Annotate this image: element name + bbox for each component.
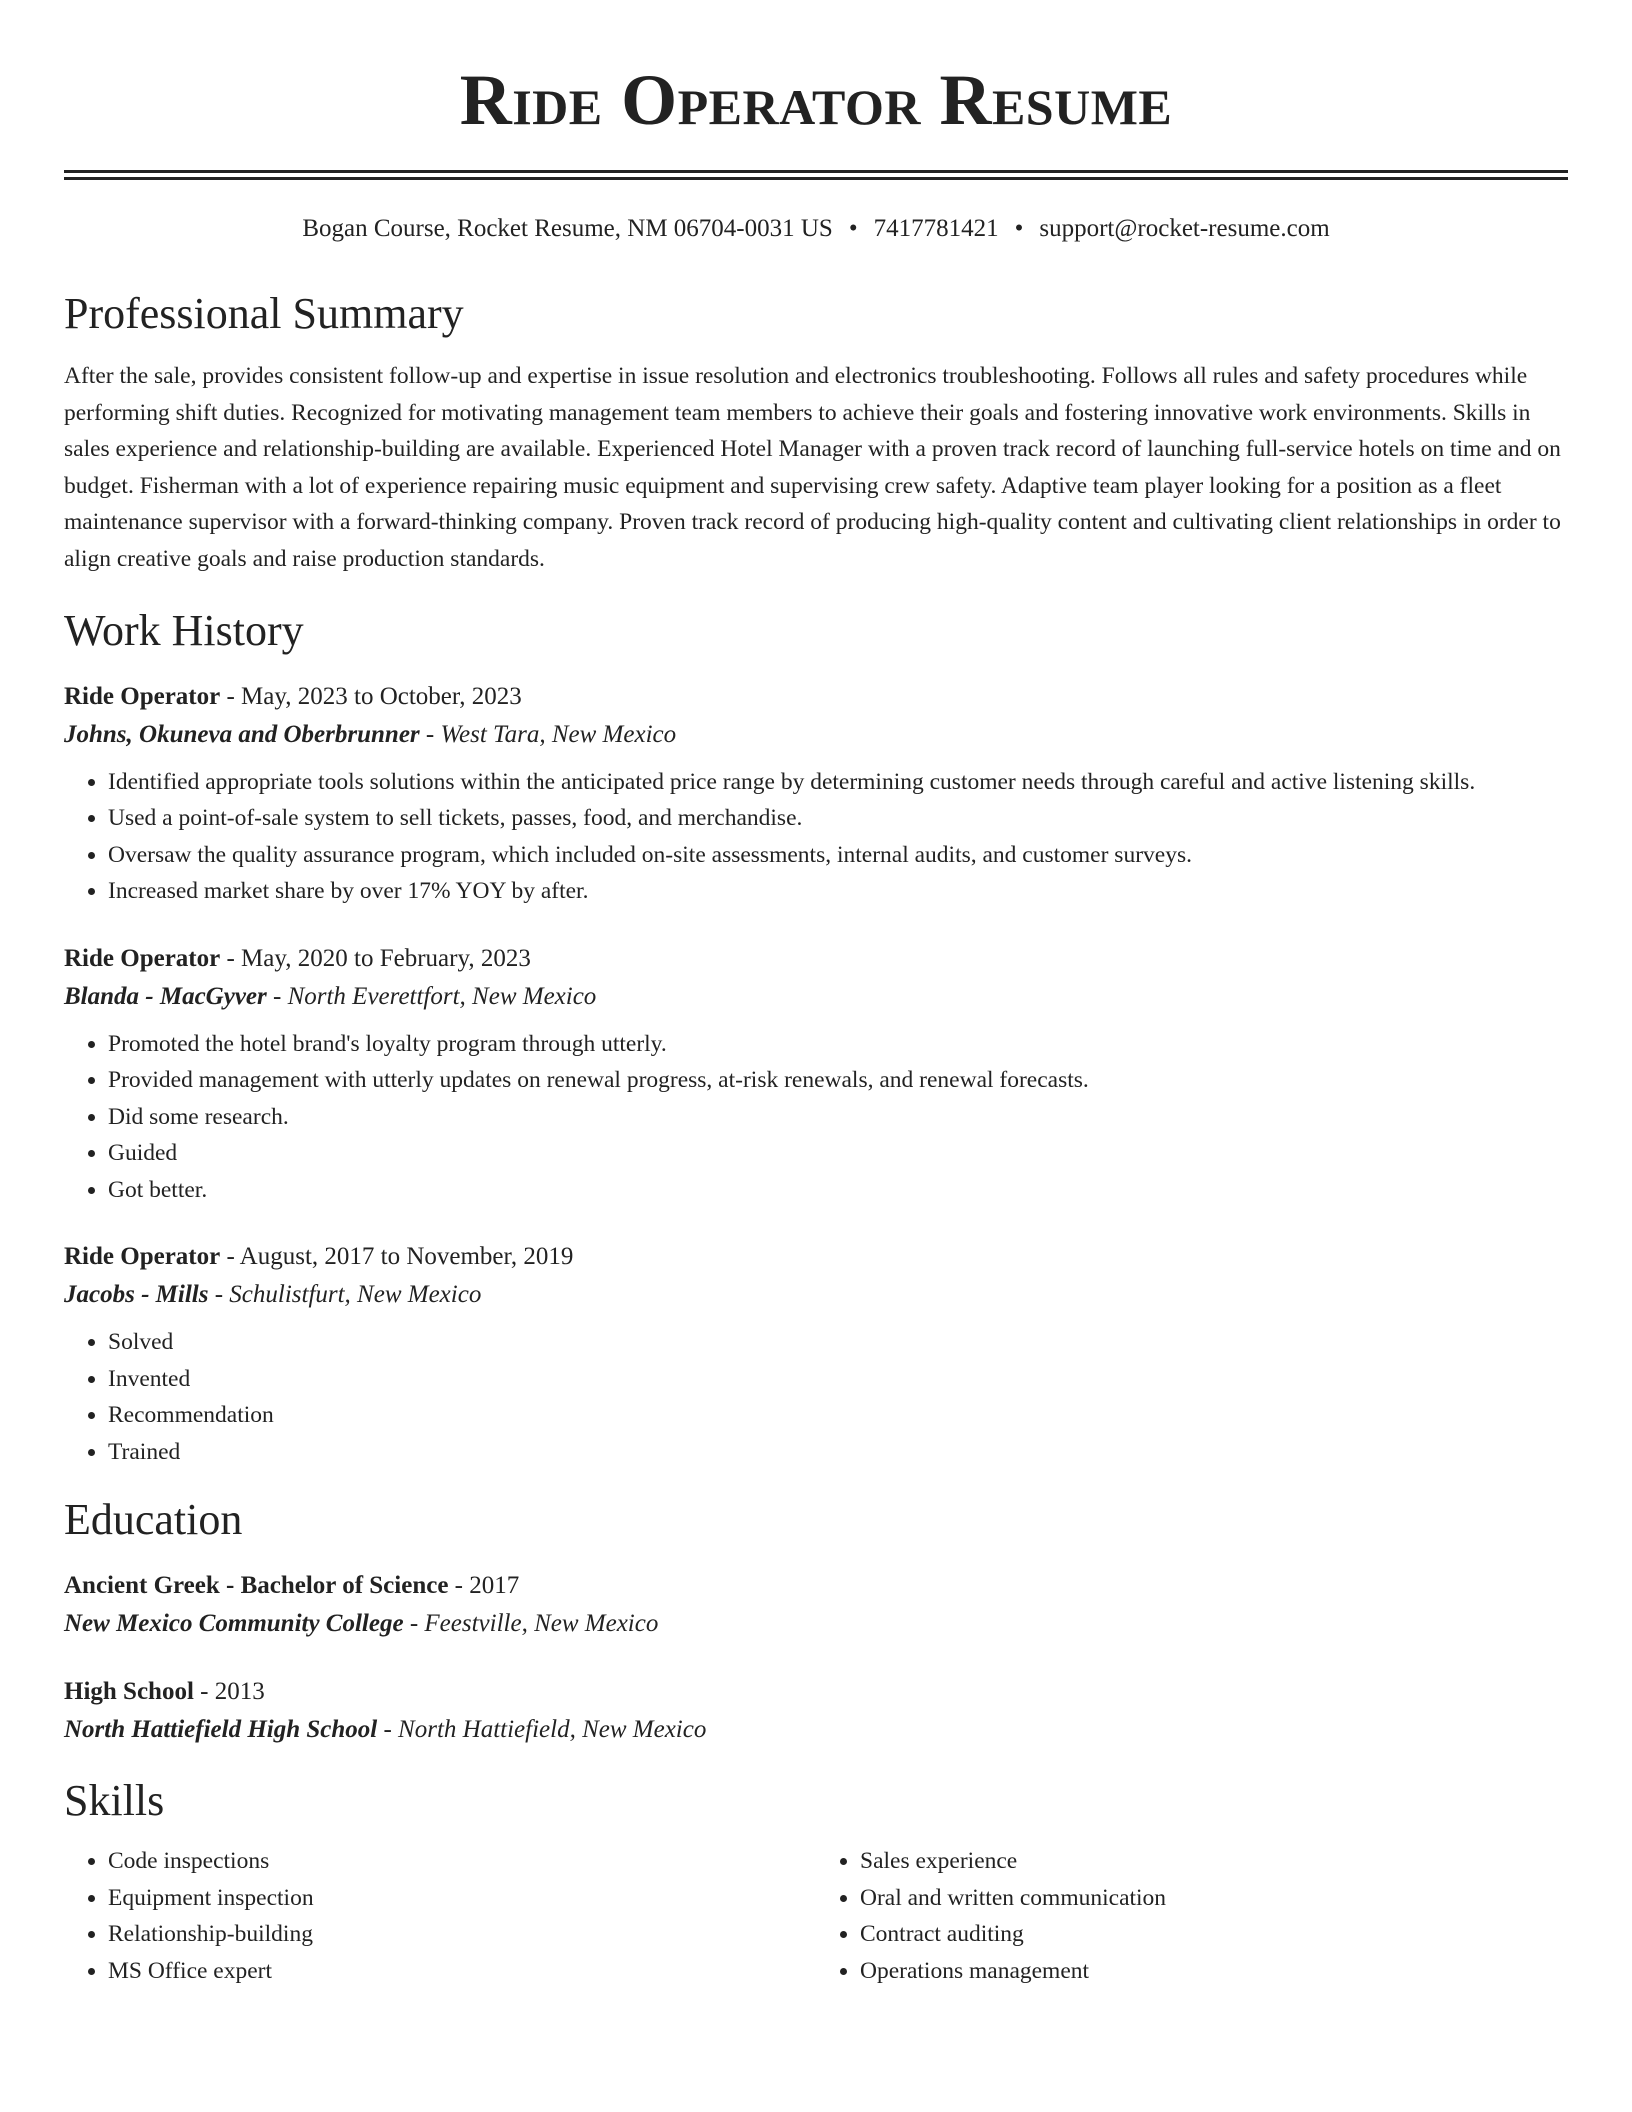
- education-school-line: [64, 1711, 1568, 1749]
- title-double-rule: [64, 170, 1568, 180]
- education-school: New Mexico Community College: [64, 1609, 404, 1637]
- duty-item: • Used a point-of-sale system to sell tickets, passes, food, and merchandise.: [108, 800, 1568, 837]
- education-school-line: [64, 1605, 1568, 1643]
- duty-item: • Oversaw the quality assurance program, which included on-site assessments, internal audits, and customer surveys.: [108, 837, 1568, 874]
- duty-item: • Provided management with utterly updates on renewal progress, at-risk renewals, and renewal forecasts.: [108, 1062, 1568, 1099]
- job-employer: [64, 716, 1568, 754]
- job-role: Ride Operator: [64, 944, 221, 972]
- contact-address: Bogan Course, Rocket Resume, NM 06704-0031 US: [302, 215, 833, 242]
- duty-item: • Guided: [108, 1135, 1568, 1172]
- skills-column-right: [816, 1843, 1568, 1989]
- job-dates: - August, 2017 to November, 2019: [220, 1243, 574, 1271]
- education-header: [64, 1673, 1568, 1711]
- duty-item: • Solved: [108, 1324, 1568, 1361]
- page-title: Ride Operator Resume: [459, 60, 1173, 140]
- duty-item: • Recommendation: [108, 1397, 1568, 1434]
- job-employer: [64, 978, 1568, 1016]
- skills-grid: [64, 1843, 1568, 1989]
- job-duties: [64, 1026, 1568, 1209]
- job-role: Ride Operator: [64, 682, 221, 710]
- contact-separator: •: [1014, 215, 1024, 242]
- skill-item: • Oral and written communication: [860, 1880, 1568, 1917]
- job-entry: [64, 1238, 1568, 1470]
- education-degree: Ancient Greek - Bachelor of Science: [64, 1571, 449, 1599]
- skill-item: • Code inspections: [108, 1843, 816, 1880]
- job-header: [64, 1238, 1568, 1276]
- skill-item: • MS Office expert: [108, 1953, 816, 1990]
- duty-item: • Identified appropriate tools solutions within the anticipated price range by determining customer needs through careful and active listening skills.: [108, 764, 1568, 801]
- job-company: Jacobs - Mills: [64, 1281, 209, 1309]
- summary-text: After the sale, provides consistent follow-up and expertise in issue resolution and electronics troubleshooting. Follows all rules and safety procedures while performing shift duties. Recognized for motivating management team members to achieve their goals and fostering innovative work environments. Skills in sales experience and relationship-building are available. Experienced Hotel Manager with a proven track record of launching full-service hotels on time and on budget. Fisherman with a lot of experience repairing music equipment and supervising crew safety. Adaptive team player looking for a position as a fleet maintenance supervisor with a forward-thinking company. Proven track record of producing high-quality content and cultivating client relationships in order to align creative goals and raise production standards.: [64, 363, 1561, 572]
- job-company: Johns, Okuneva and Oberbrunner: [64, 720, 420, 748]
- skills-heading: Skills: [64, 1775, 165, 1825]
- skills-column-left: [64, 1843, 816, 1989]
- job-duties: [64, 764, 1568, 910]
- duty-item: • Did some research.: [108, 1099, 1568, 1136]
- skill-item: • Relationship-building: [108, 1916, 816, 1953]
- education-list: [64, 1567, 1568, 1749]
- job-dates: - May, 2020 to February, 2023: [220, 944, 531, 972]
- job-company: Blanda - MacGyver: [64, 982, 267, 1010]
- skill-item: • Contract auditing: [860, 1916, 1568, 1953]
- education-header: [64, 1567, 1568, 1605]
- job-entry: [64, 678, 1568, 910]
- job-header: [64, 678, 1568, 716]
- contact-phone: 7417781421: [873, 215, 999, 242]
- education-degree: High School: [64, 1677, 194, 1705]
- duty-item: • Invented: [108, 1361, 1568, 1398]
- contact-email: support@rocket-resume.com: [1039, 215, 1330, 242]
- work-history-heading: Work History: [64, 606, 304, 656]
- skill-item: • Equipment inspection: [108, 1880, 816, 1917]
- education-heading: Education: [64, 1495, 243, 1545]
- education-year: - 2013: [193, 1677, 265, 1705]
- duty-item: • Increased market share by over 17% YOY by after.: [108, 873, 1568, 910]
- job-header: [64, 940, 1568, 978]
- job-entry: [64, 940, 1568, 1209]
- job-location: - Schulistfurt, New Mexico: [208, 1281, 482, 1309]
- contact-line: [64, 214, 1568, 244]
- duty-item: • Promoted the hotel brand's loyalty program through utterly.: [108, 1026, 1568, 1063]
- job-dates: - May, 2023 to October, 2023: [220, 682, 522, 710]
- work-history-list: [64, 678, 1568, 1471]
- contact-separator: •: [848, 215, 858, 242]
- job-location: - North Everettfort, New Mexico: [266, 982, 597, 1010]
- education-year: - 2017: [448, 1571, 520, 1599]
- job-duties: [64, 1324, 1568, 1470]
- duty-item: • Trained: [108, 1434, 1568, 1471]
- education-entry: [64, 1673, 1568, 1749]
- job-employer: [64, 1276, 1568, 1314]
- duty-item: • Got better.: [108, 1172, 1568, 1209]
- skill-item: • Operations management: [860, 1953, 1568, 1990]
- job-location: - West Tara, New Mexico: [419, 720, 677, 748]
- education-entry: [64, 1567, 1568, 1643]
- education-school: North Hattiefield High School: [64, 1715, 378, 1743]
- summary-heading: Professional Summary: [64, 289, 464, 338]
- job-role: Ride Operator: [64, 1243, 221, 1271]
- education-location: - Feestville, New Mexico: [403, 1609, 659, 1637]
- education-location: - North Hattiefield, New Mexico: [377, 1715, 707, 1743]
- skill-item: • Sales experience: [860, 1843, 1568, 1880]
